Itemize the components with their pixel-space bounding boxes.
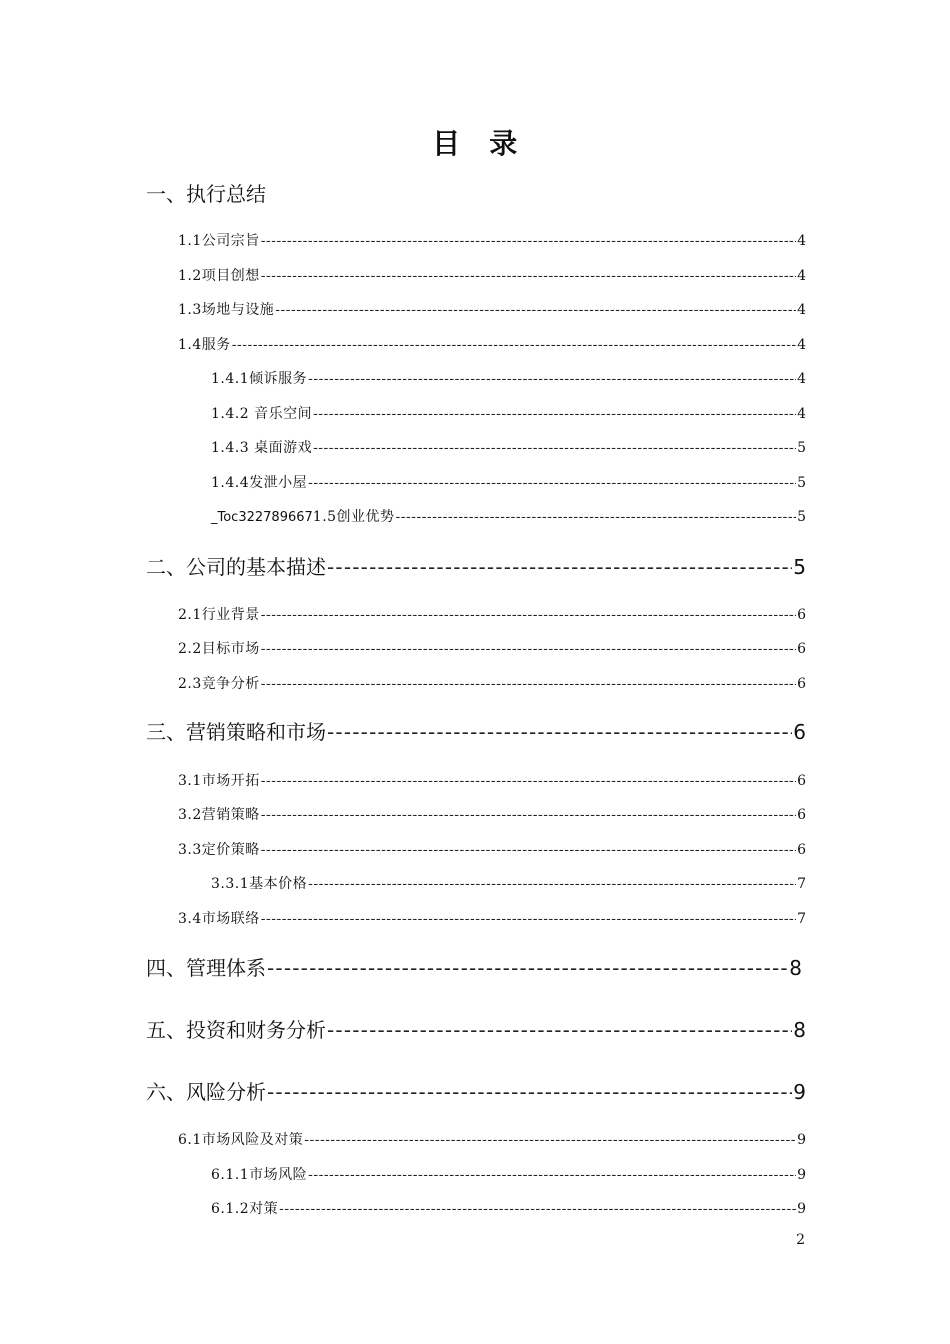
- toc-page-number: 4: [797, 371, 806, 387]
- toc-entry-6-1-2[interactable]: [211, 1198, 806, 1218]
- toc-leader: [396, 509, 797, 525]
- toc-heading-1[interactable]: [146, 178, 806, 207]
- toc-page-number: 8: [789, 956, 802, 980]
- toc-page-number: 4: [797, 233, 806, 249]
- toc-leader: [261, 607, 796, 623]
- toc-page-number: 6: [797, 641, 806, 657]
- toc-leader: [275, 302, 796, 318]
- toc-page-number: 4: [797, 337, 806, 353]
- toc-heading-5[interactable]: [146, 1014, 806, 1043]
- toc-entry-label: 1.4.2 音乐空间: [211, 406, 313, 422]
- toc-page-number: 5: [797, 440, 806, 456]
- toc-page-number: 6: [797, 676, 806, 692]
- toc-page-number: 6: [797, 807, 806, 823]
- toc-page-number: 9: [797, 1132, 806, 1148]
- toc-heading-6[interactable]: [146, 1076, 806, 1105]
- toc-leader: [327, 720, 792, 744]
- toc-page-number: 7: [797, 911, 806, 927]
- toc-leader: [279, 1201, 796, 1217]
- toc-entry-label: 2.1行业背景: [178, 607, 260, 623]
- toc-entry-label: [211, 506, 395, 526]
- toc-entry-3-3-1[interactable]: [211, 873, 806, 893]
- toc-entry-1-4-4[interactable]: [211, 472, 806, 492]
- toc-entry-label: 6.1.2对策: [211, 1201, 279, 1217]
- toc-entry-label: 3.3.1基本价格: [211, 876, 308, 892]
- toc-heading-label: 六、风险分析: [146, 1080, 266, 1104]
- toc-leader: [327, 555, 792, 579]
- toc-entry-3-4[interactable]: [178, 908, 806, 928]
- toc-entry-label: 6.1市场风险及对策: [178, 1132, 304, 1148]
- toc-leader: [267, 1080, 792, 1104]
- toc-heading-label: 一、执行总结: [146, 182, 266, 206]
- toc-entry-label: 6.1.1市场风险: [211, 1167, 308, 1183]
- toc-entry-2-3[interactable]: [178, 673, 806, 693]
- toc-entry-label: 2.2目标市场: [178, 641, 260, 657]
- toc-page-number: 6: [793, 720, 806, 744]
- toc-entry-1-3[interactable]: [178, 299, 806, 319]
- toc-page-number: 4: [797, 302, 806, 318]
- toc-leader: [304, 1132, 796, 1148]
- toc-entry-label: 1.4服务: [178, 337, 231, 353]
- toc-entry-2-1[interactable]: [178, 604, 806, 624]
- toc-page-number: 5: [797, 509, 806, 525]
- toc-entry-1-4-1[interactable]: [211, 368, 806, 388]
- toc-entry-label: 3.2营销策略: [178, 807, 260, 823]
- toc-entry-6-1-1[interactable]: [211, 1164, 806, 1184]
- toc-entry-label: 3.1市场开拓: [178, 773, 260, 789]
- toc-leader: [261, 807, 796, 823]
- toc-bookmark-anchor: _Toc322789667: [211, 510, 313, 525]
- toc-leader: [313, 406, 796, 422]
- toc-page-number: 5: [793, 555, 806, 579]
- toc-entry-1-4-3[interactable]: [211, 437, 806, 457]
- toc-entry-6-1[interactable]: [178, 1129, 806, 1149]
- toc-leader: [261, 268, 796, 284]
- toc-heading-2[interactable]: [146, 551, 806, 580]
- toc-entry-1-2[interactable]: [178, 265, 806, 285]
- toc-page-number: 8: [793, 1018, 806, 1042]
- toc-leader: [308, 475, 796, 491]
- toc-page-number: 6: [797, 842, 806, 858]
- toc-leader: [261, 773, 796, 789]
- toc-entry-label: 3.4市场联络: [178, 911, 260, 927]
- toc-leader: [261, 641, 796, 657]
- page-number: 2: [796, 1232, 805, 1248]
- toc-leader: [261, 911, 796, 927]
- toc-leader: [327, 1018, 792, 1042]
- toc-entry-3-3[interactable]: [178, 839, 806, 859]
- toc-entry-label: 1.1公司宗旨: [178, 233, 260, 249]
- toc-page-number: 4: [797, 406, 806, 422]
- toc-heading-label: 三、营销策略和市场: [146, 720, 326, 744]
- toc-entry-1-5[interactable]: [211, 506, 806, 526]
- toc-leader: [308, 1167, 796, 1183]
- toc-page-number: 5: [797, 475, 806, 491]
- toc-entry-1-1[interactable]: [178, 230, 806, 250]
- toc-heading-label: 二、公司的基本描述: [146, 555, 326, 579]
- toc-entry-label: 3.3定价策略: [178, 842, 260, 858]
- toc-page-number: 7: [797, 876, 806, 892]
- toc-entry-label: 1.4.4发泄小屋: [211, 475, 308, 491]
- toc-title: 目 录: [432, 127, 518, 160]
- toc-entry-1-4[interactable]: [178, 334, 806, 354]
- toc-entry-text: 1.5创业优势: [312, 509, 395, 525]
- toc-entry-label: 1.4.1倾诉服务: [211, 371, 308, 387]
- toc-leader: [308, 371, 796, 387]
- toc-entry-1-4-2[interactable]: [211, 403, 806, 423]
- toc-page-number: 9: [797, 1201, 806, 1217]
- toc-page-number: 4: [797, 268, 806, 284]
- toc-entry-label: 2.3竞争分析: [178, 676, 260, 692]
- toc-heading-label: 五、投资和财务分析: [146, 1018, 326, 1042]
- toc-leader: [313, 440, 796, 456]
- toc-heading-3[interactable]: [146, 716, 806, 745]
- toc-heading-4[interactable]: [146, 952, 802, 981]
- toc-entry-2-2[interactable]: [178, 638, 806, 658]
- toc-leader: [308, 876, 796, 892]
- toc-entry-label: 1.2项目创想: [178, 268, 260, 284]
- toc-leader: [267, 956, 788, 980]
- toc-leader: [261, 842, 796, 858]
- toc-heading-label: 四、管理体系: [146, 956, 266, 980]
- toc-entry-3-1[interactable]: [178, 770, 806, 790]
- toc-entry-3-2[interactable]: [178, 804, 806, 824]
- toc-entry-label: 1.4.3 桌面游戏: [211, 440, 313, 456]
- toc-leader: [261, 233, 796, 249]
- toc-leader: [232, 337, 796, 353]
- toc-page-number: 6: [797, 773, 806, 789]
- toc-page-number: 6: [797, 607, 806, 623]
- toc-page-number: 9: [793, 1080, 806, 1104]
- toc-entry-label: 1.3场地与设施: [178, 302, 275, 318]
- toc-leader: [261, 676, 796, 692]
- toc-page-number: 9: [797, 1167, 806, 1183]
